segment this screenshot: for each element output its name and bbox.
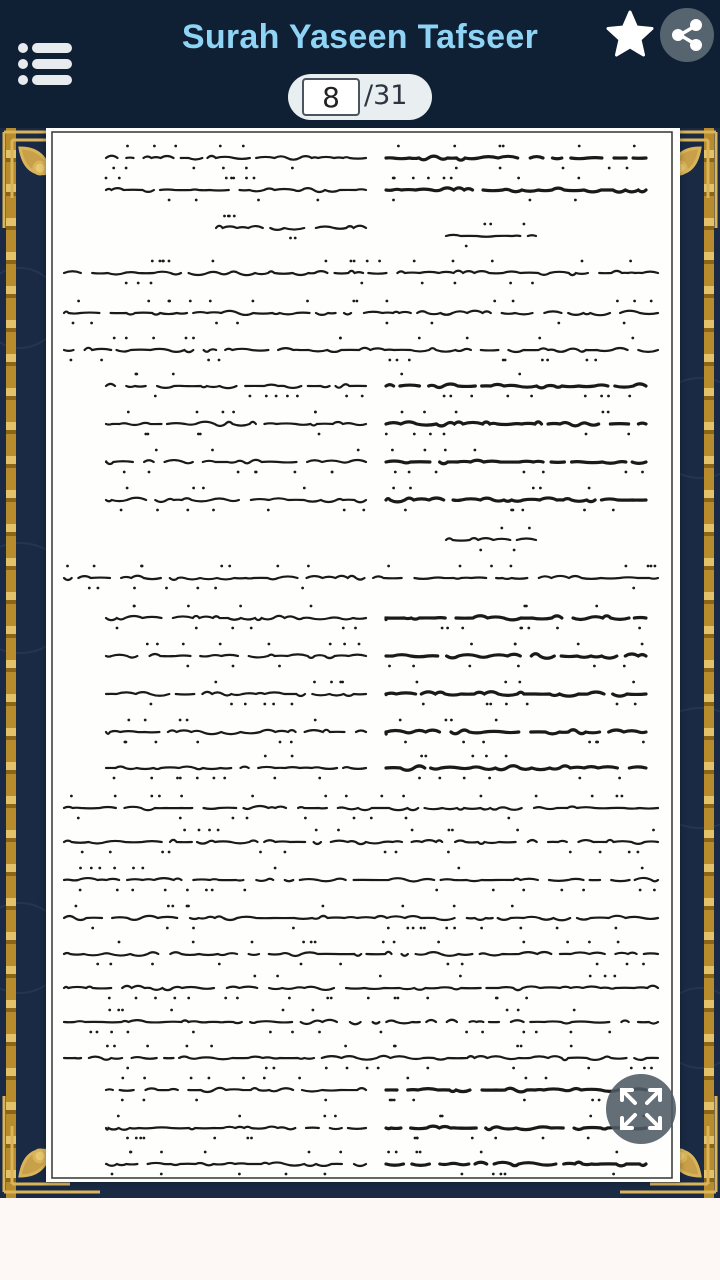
favorite-button[interactable] (604, 8, 656, 64)
frame-left (6, 128, 16, 1198)
app-header (0, 0, 720, 128)
share-button[interactable] (660, 8, 714, 62)
reader-area (0, 128, 720, 1198)
frame-right (704, 128, 714, 1198)
page-total: /31 (364, 80, 408, 111)
share-icon (660, 8, 714, 62)
star-icon (604, 8, 656, 64)
fullscreen-expand-icon (606, 1074, 676, 1144)
scanned-page[interactable] (46, 128, 680, 1182)
app-title: Surah Yaseen Tafseer (181, 18, 539, 56)
bottom-blank-area (0, 1198, 720, 1280)
scanned-page-image (46, 128, 680, 1182)
fullscreen-button[interactable] (606, 1074, 676, 1144)
page-counter (288, 74, 432, 120)
page-number-input[interactable] (302, 78, 360, 116)
